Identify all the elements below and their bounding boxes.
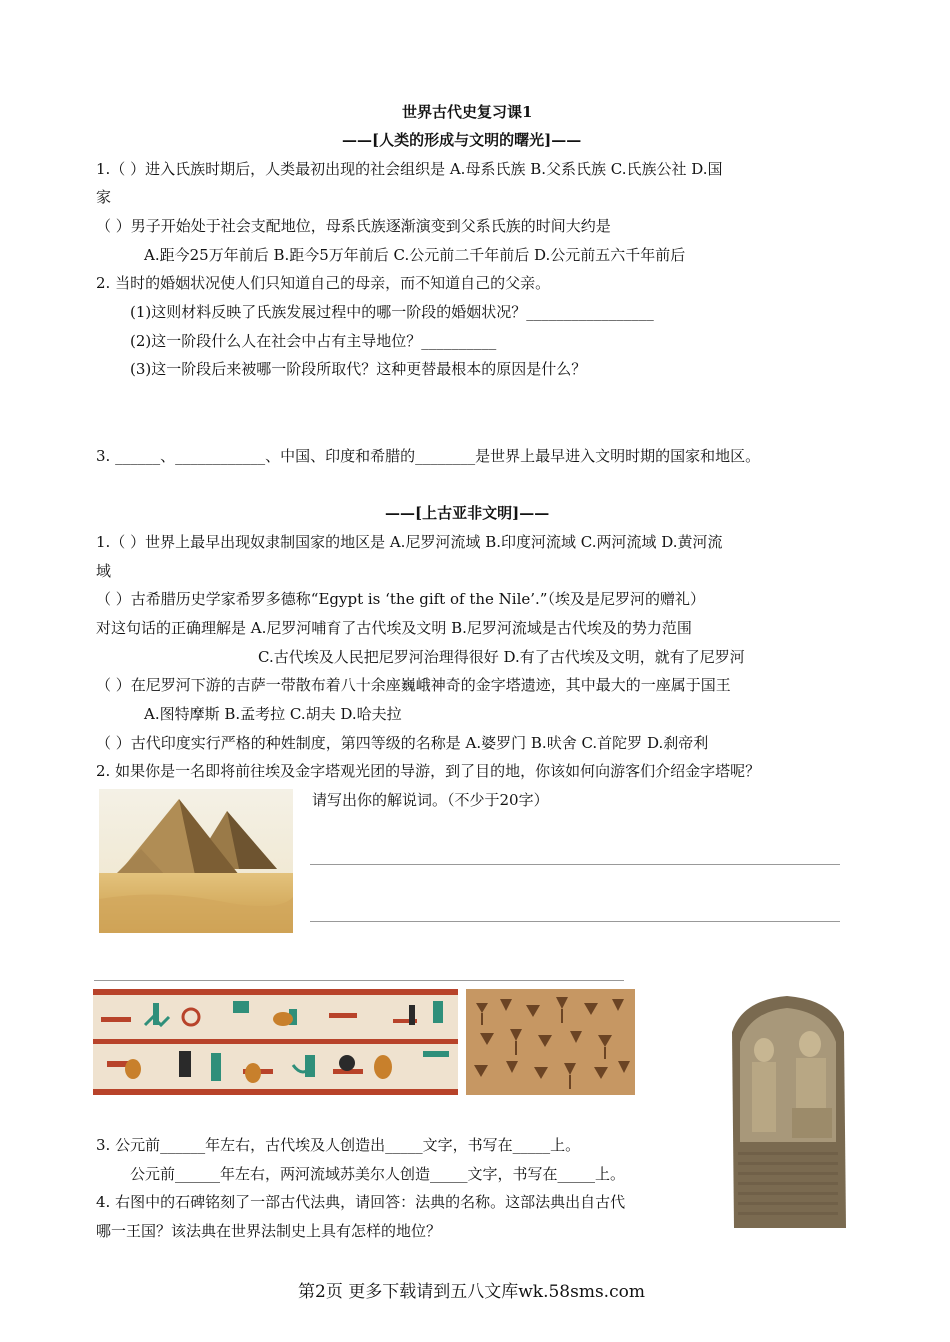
question-line: （ ）在尼罗河下游的吉萨一带散布着八十余座巍峨神奇的金字塔遗迹，其中最大的一座属于国王 <box>96 676 731 694</box>
answer-line <box>94 980 624 981</box>
section-heading-2: ——[上古亚非文明]—— <box>385 504 550 522</box>
question-line: 4. 右图中的石碑铭刻了一部古代法典，请回答：法典的名称。这部法典出自古代 <box>96 1193 626 1211</box>
question-line: （ ）古代印度实行严格的种姓制度，第四等级的名称是 A.婆罗门 B.吠舍 C.首陀罗 D.刹帝利 <box>96 734 709 752</box>
question-line: （ ）男子开始处于社会支配地位，母系氏族逐渐演变到父系氏族的时间大约是 <box>96 217 611 235</box>
question-line: 哪一王国？该法典在世界法制史上具有怎样的地位？ <box>96 1222 442 1240</box>
section-heading-1: ——[人类的形成与文明的曙光]—— <box>342 131 582 149</box>
sub-question: (2)这一阶段什么人在社会中占有主导地位？__________ <box>130 332 497 350</box>
sub-question: (3)这一阶段后来被哪一阶段所取代？这种更替最根本的原因是什么？ <box>130 360 587 378</box>
question-line: 家 <box>96 188 112 206</box>
options-line: A.距今25万年前后 B.距今5万年前后 C.公元前二千年前后 D.公元前五六千年前后 <box>144 246 686 264</box>
question-line: 对这句话的正确理解是 A.尼罗河哺育了古代埃及文明 B.尼罗河流域是古代埃及的势力范围 <box>96 619 692 637</box>
hieroglyphs-image <box>93 989 458 1095</box>
answer-line <box>310 864 840 865</box>
stele-image <box>722 992 852 1228</box>
question-line: 3. 公元前______年左右，古代埃及人创造出_____文字，书写在_____上。 <box>96 1136 581 1154</box>
question-line: 1.（ ）进入氏族时期后，人类最初出现的社会组织是 A.母系氏族 B.父系氏族 C.氏族公社 D.国 <box>96 160 723 178</box>
question-line: 3. ______、____________、中国、印度和希腊的________是世界上最早进入文明时期的国家和地区。 <box>96 447 761 465</box>
question-line: （ ）古希腊历史学家希罗多德称“Egypt is ‘the gift of the Nile’.”（埃及是尼罗河的赠礼） <box>96 590 705 608</box>
sub-question: (1)这则材料反映了氏族发展过程中的哪一阶段的婚姻状况？_________________ <box>130 303 654 321</box>
page-footer: 第2页 更多下载请到五八文库wk.58sms.com <box>298 1282 645 1302</box>
options-line: A.图特摩斯 B.孟考拉 C.胡夫 D.哈夫拉 <box>144 705 402 723</box>
question-line: 2. 当时的婚姻状况使人们只知道自己的母亲，而不知道自己的父亲。 <box>96 274 551 292</box>
question-line: 2. 如果你是一名即将前往埃及金字塔观光团的导游，到了目的地，你该如何向游客们介绍金字塔呢？ <box>96 762 761 780</box>
question-line: 公元前______年左右，两河流域苏美尔人创造_____文字，书写在_____上。 <box>130 1165 626 1183</box>
question-line: 域 <box>96 562 112 580</box>
pyramids-image <box>99 789 293 933</box>
page-title: 世界古代史复习课1 <box>402 103 533 121</box>
options-line: C.古代埃及人民把尼罗河治理得很好 D.有了古代埃及文明，就有了尼罗河 <box>258 648 745 666</box>
question-line: 请写出你的解说词。（不少于20字） <box>312 791 549 809</box>
cuneiform-image <box>466 989 635 1095</box>
answer-line <box>310 921 840 922</box>
question-line: 1.（ ）世界上最早出现奴隶制国家的地区是 A.尼罗河流域 B.印度河流域 C.两河流域 D.黄河流 <box>96 533 723 551</box>
